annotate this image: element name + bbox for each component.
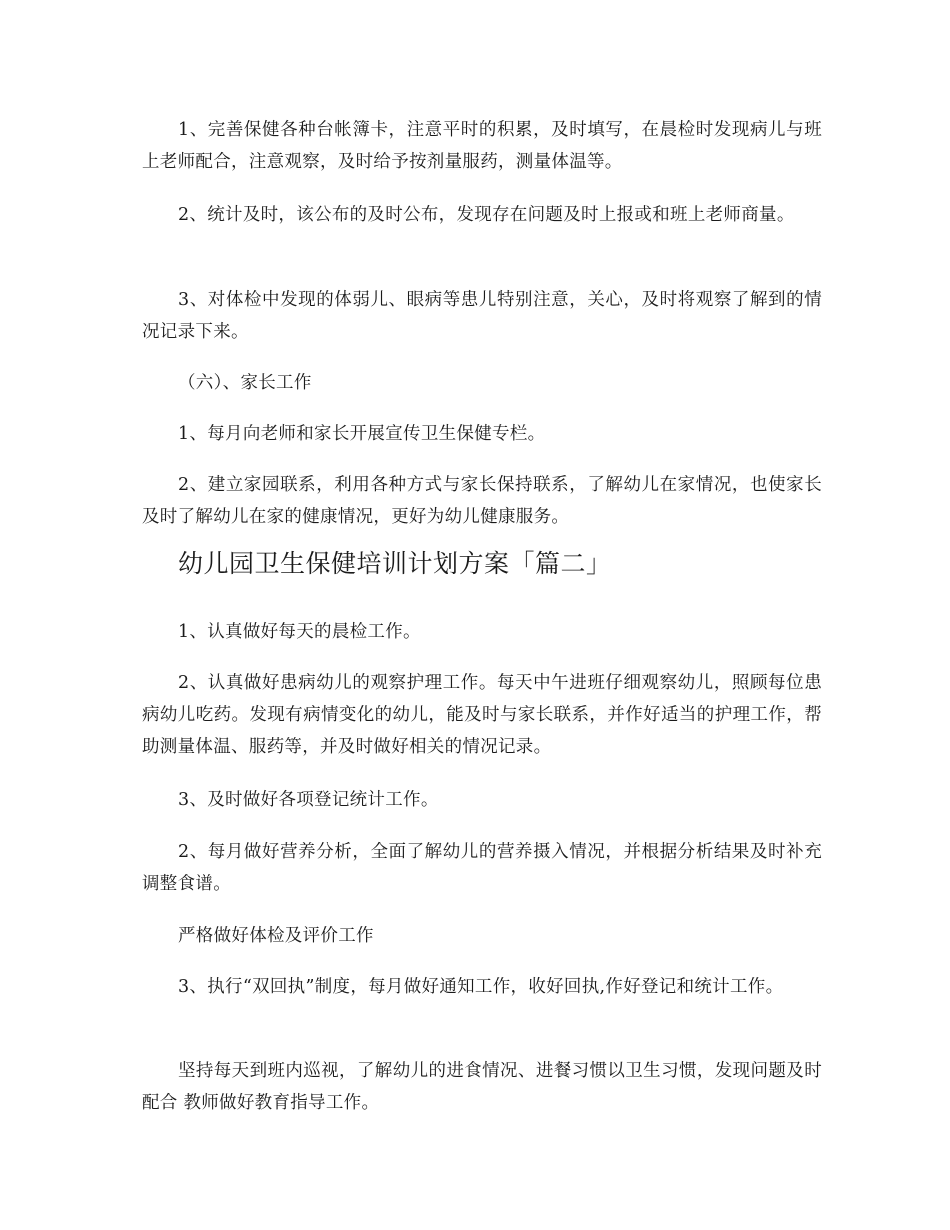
subheading-parent-work: （六）、家长工作 xyxy=(178,373,312,393)
paragraph-morning-check: 1、认真做好每天的晨检工作。 xyxy=(178,622,421,642)
paragraph-double-receipt: 3、执行“双回执”制度，每月做好通知工作，收好回执,作好登记和统计工作。 xyxy=(178,977,784,997)
paragraph-monthly-column: 1、每月向老师和家长开展宣传卫生保健专栏。 xyxy=(178,424,546,444)
paragraph-nutrition-analysis: 2、每月做好营养分析，全面了解幼儿的营养摄入情况，并根据分析结果及时补充调整食谱。 xyxy=(142,842,822,894)
paragraph-weak-children: 3、对体检中发现的体弱儿、眼病等患儿特别注意，关心，及时将观察了解到的情况记录下来。 xyxy=(142,290,822,342)
paragraph-statistics: 2、统计及时，该公布的及时公布，发现存在问题及时上报或和班上老师商量。 xyxy=(178,205,795,225)
paragraph-home-school-contact: 2、建立家园联系，利用各种方式与家长保持联系，了解幼儿在家情况，也使家长及时了解幼儿在家的健康情况，更好为幼儿健康服务。 xyxy=(142,475,822,527)
paragraph-sick-child-care: 2、认真做好患病幼儿的观察护理工作。每天中午进班仔细观察幼儿，照顾每位患病幼儿吃药。发现有病情变化的幼儿，能及时与家长联系，并作好适当的护理工作，帮助测量体温、服药等，并及时做好相关的情况记录。 xyxy=(142,673,822,757)
paragraph-registration-statistics: 3、及时做好各项登记统计工作。 xyxy=(178,790,439,810)
paragraph-physical-exam: 严格做好体检及评价工作 xyxy=(178,926,374,946)
paragraph-daily-inspection: 坚持每天到班内巡视，了解幼儿的进食情况、进餐习惯以卫生习惯，发现问题及时配合 教师做好教育指导工作。 xyxy=(142,1061,822,1113)
paragraph-health-records: 1、完善保健各种台帐簿卡，注意平时的积累，及时填写，在晨检时发现病儿与班上老师配合，注意观察，及时给予按剂量服药，测量体温等。 xyxy=(142,120,822,172)
section-title: 幼儿园卫生保健培训计划方案「篇二」 xyxy=(178,549,612,578)
